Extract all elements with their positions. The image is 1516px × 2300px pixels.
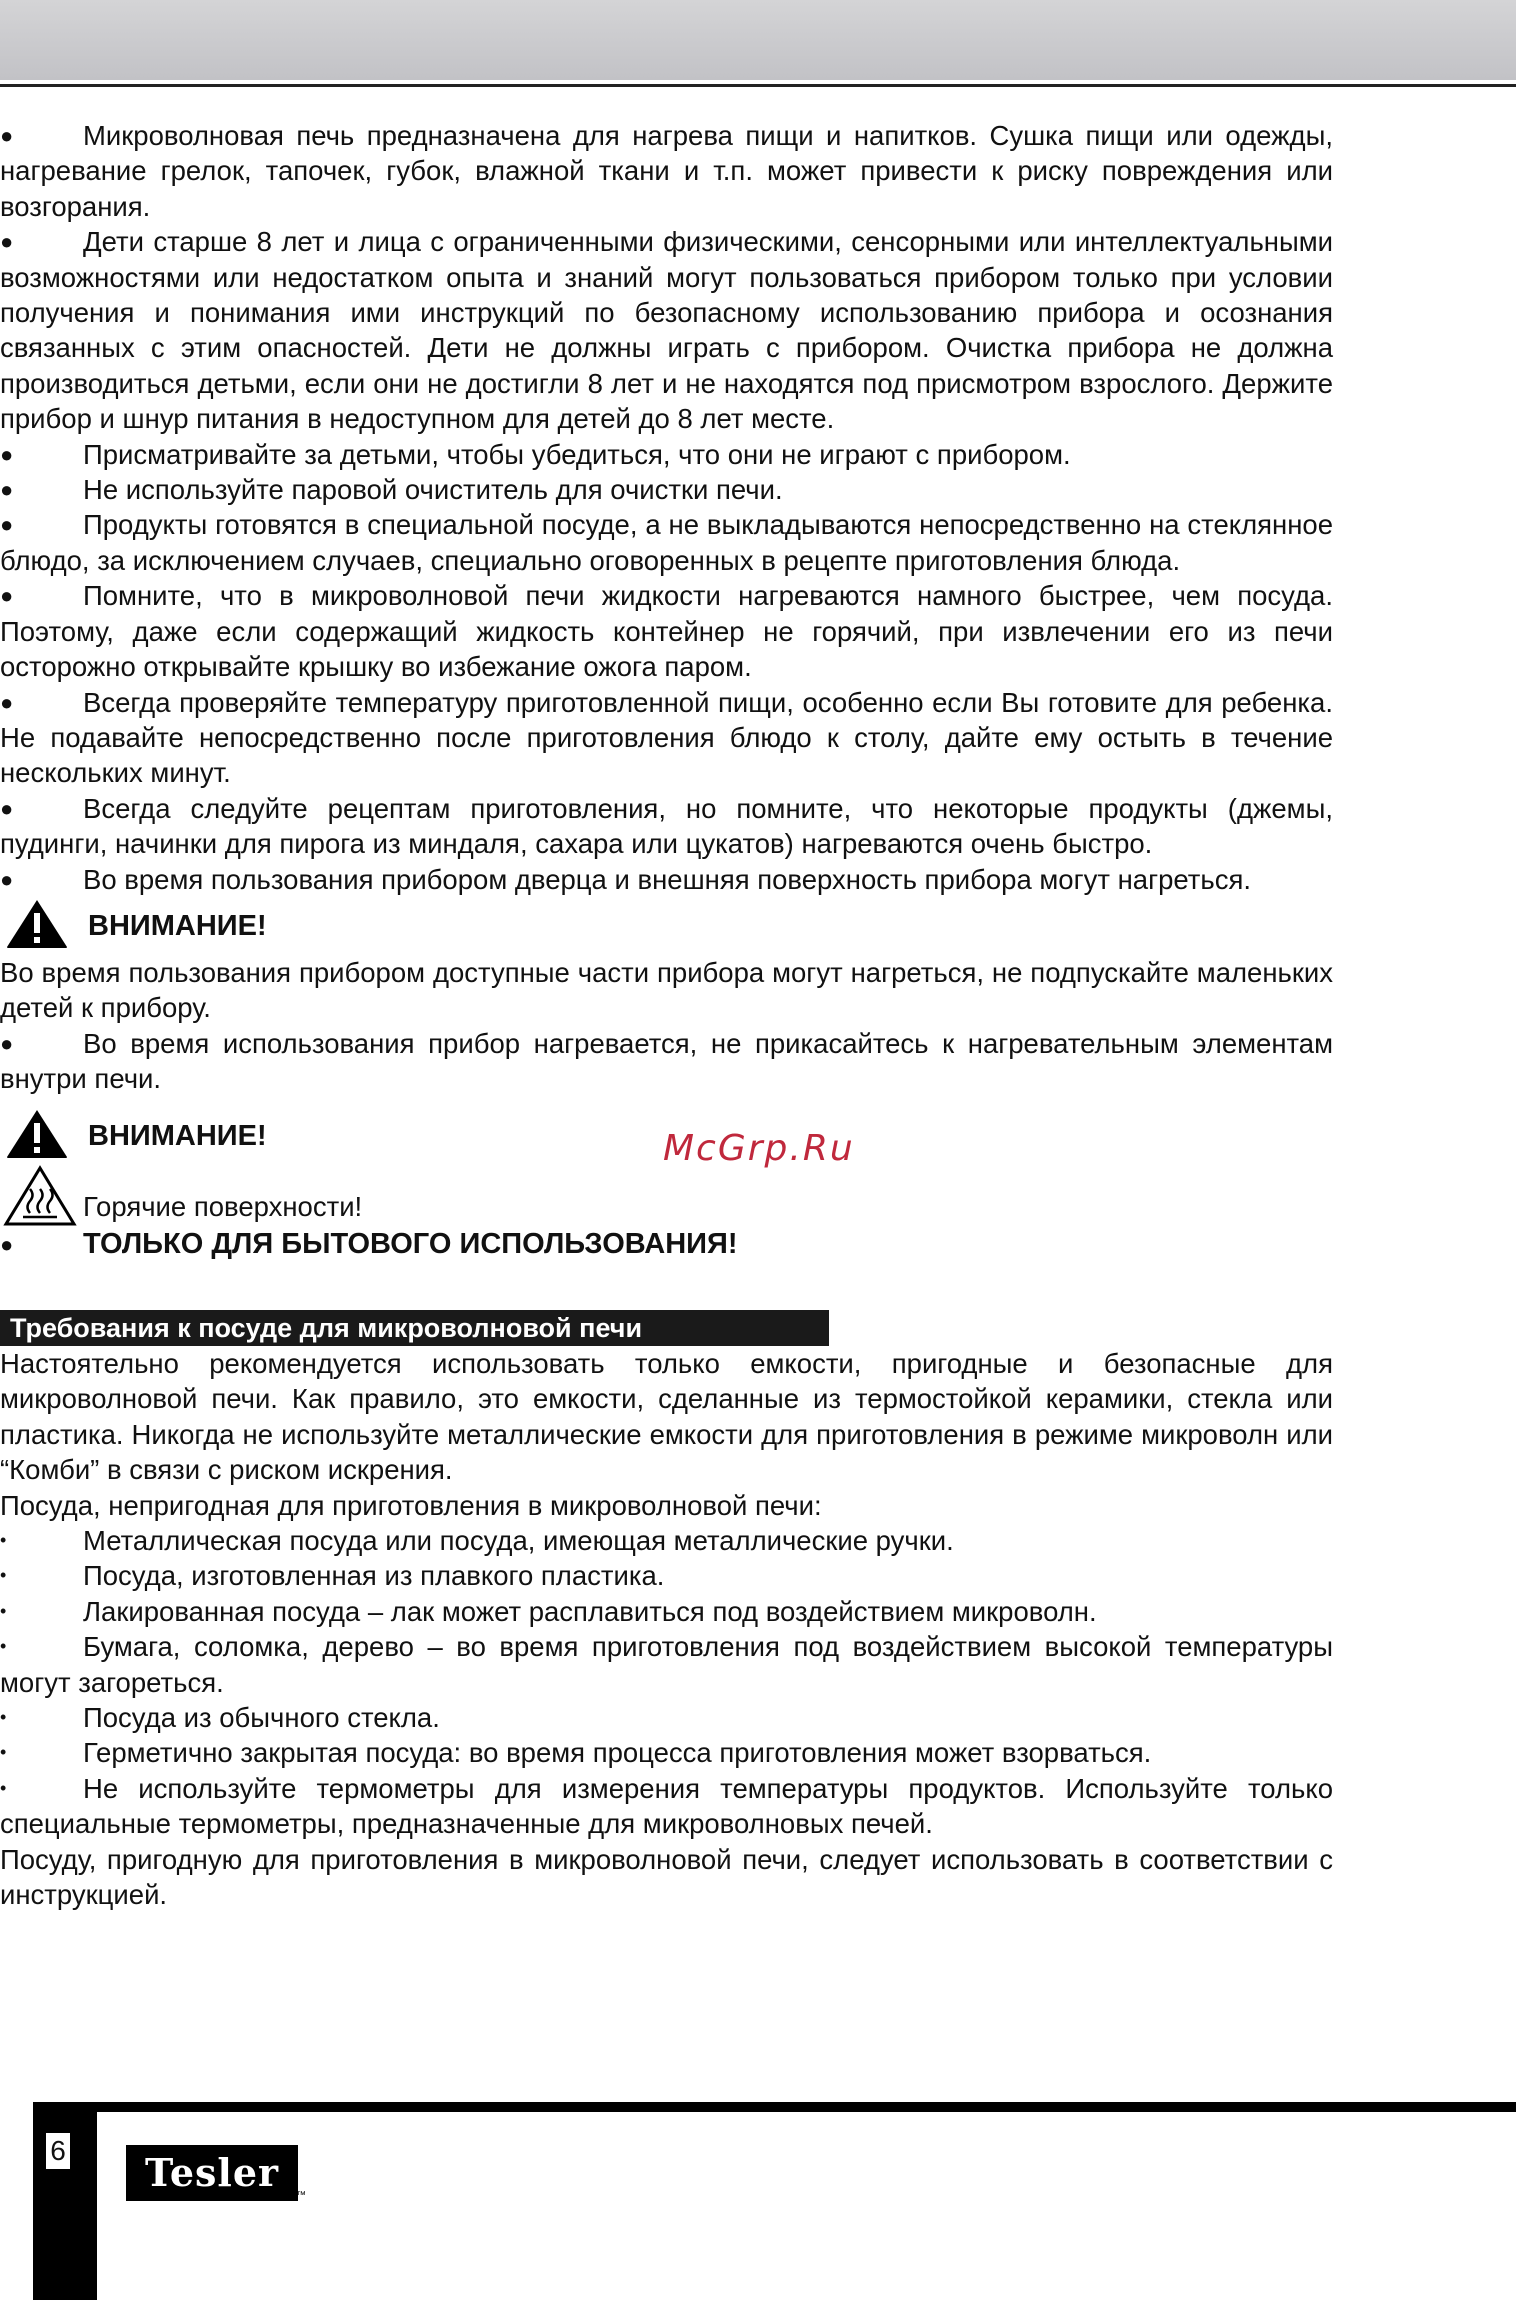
list-item-text: Микроволновая печь предназначена для нагрева пищи и напитков. Сушка пищи или одежды, нагревание грелок, тапочек, губок, влажной ткани и т.п. может привести к риску повреждения или возгорания. [0,120,1333,222]
bullet-dot: ● [0,689,14,715]
hot-surface-icon [3,1165,77,1227]
bullet-dot: ● [0,1030,14,1056]
list-item [0,1629,1333,1700]
header-rule [0,84,1516,87]
bullet-dot: ● [0,477,14,503]
page-content [0,118,1333,1912]
list-item [0,1594,1333,1629]
page-number: 6 [46,2133,70,2169]
bullet-text: Во время использования прибор нагревается, не прикасайтесь к нагревательным элементам внутри печи. [0,1027,1333,1095]
unsuitable-label: Посуда, непригодная для приготовления в микроволновой печи: [0,1489,822,1521]
list-item-text: Продукты готовятся в специальной посуде, а не выкладываются непосредственно на стеклянное блюдо, за исключением случаев, специально оговоренных в рецепте приготовления блюда. [0,509,1333,576]
header-band [0,0,1516,80]
list-item-text: Присматривайте за детьми, чтобы убедиться, что они не играют с прибором. [83,438,1071,470]
list-item-text: Не используйте паровой очиститель для очистки печи. [83,474,783,506]
section-heading: Требования к посуде для микроволновой печи [0,1310,829,1346]
list-item [0,1700,1333,1735]
bullet-dot: ● [0,795,14,821]
warning-title: ВНИМАНИЕ! [88,909,267,942]
list-item-text: Металлическая посуда или посуда, имеющая металлические ручки. [83,1525,954,1556]
list-item [0,1523,1333,1558]
bullet-dot: ● [0,123,14,148]
list-item-text: Посуда из обычного стекла. [83,1702,440,1734]
list-item [0,224,1333,436]
bullet-dot: ● [0,229,14,255]
hot-surface-row [0,1165,1333,1227]
list-item-text: Всегда проверяйте температуру приготовленной пищи, особенно если Вы готовите для ребенка. Не подавайте непосредственно после приготовления блюдо к столу, дайте ему остыть в течение нескольких минут. [0,686,1333,789]
bullet-dot: • [0,1565,7,1586]
safety-bullet-list [0,118,1333,897]
bullet-dot: • [0,1742,7,1763]
section-intro: Настоятельно рекомендуется использовать только емкости, пригодные и безопасные для микроволновой печи. Как правило, это емкости, сделанные из термостойкой керамики, стекла или пластика. Никогда не используйте металлические емкости для приготовления в режиме микроволн или “Комби” в связи с риском искрения. [0,1347,1333,1486]
list-item-text: Герметично закрытая посуда: во время процесса приготовления может взорваться. [83,1737,1152,1769]
bullet-dot: • [0,1636,7,1657]
list-item [0,472,1333,507]
bullet-dot: ● [0,583,14,609]
list-item [0,685,1333,791]
household-text: ТОЛЬКО ДЛЯ БЫТОВОГО ИСПОЛЬЗОВАНИЯ! [83,1227,738,1260]
list-item-text: Всегда следуйте рецептам приготовления, но помните, что некоторые продукты (джемы, пудинги, начинки для пирога из миндаля, сахара или цукатов) нагреваются очень быстро. [0,792,1333,860]
hot-surface-text: Горячие поверхности! [83,1190,363,1222]
list-item [0,507,1333,578]
list-item [0,578,1333,684]
list-item [0,791,1333,862]
bullet-dot: ● [0,512,14,538]
warning-bullet [0,1026,1333,1097]
bullet-dot: • [0,1600,7,1621]
warning-block-1 [0,897,1333,955]
list-item [0,1558,1333,1593]
bullet-dot: • [0,1777,7,1798]
warning-triangle-icon [6,899,68,949]
warning-text: Во время пользования прибором доступные части прибора могут нагреться, не подпускайте маленьких детей к прибору. [0,956,1333,1024]
list-item [0,1771,1333,1842]
list-item-text: Посуда, изготовленная из плавкого пластика. [83,1560,665,1592]
section-closing: Посуду, пригодную для приготовления в микроволновой печи, следует использовать в соответствии с инструкцией. [0,1843,1333,1911]
footer-column [33,2102,97,2300]
list-item-text: Бумага, соломка, дерево – во время приготовления под воздействием высокой температуры могут загореться. [0,1631,1333,1698]
warning-title: ВНИМАНИЕ! [88,1119,267,1152]
list-item [0,862,1333,897]
list-item-text: Во время пользования прибором дверца и внешняя поверхность прибора могут нагреться. [83,863,1251,895]
bullet-dot: ● [0,866,14,892]
bullet-dot: ● [0,441,14,467]
list-item-text: Дети старше 8 лет и лица с ограниченными физическими, сенсорными или интеллектуальными возможностями или недостатком опыта и знаний могут пользоваться прибором только при условии получения и понимания ими инструкций по безопасному использованию прибора и осознания связанных с этим опасностей. Дети не должны играть с прибором. Очистка прибора не должна производиться детьми, если они не достигли 8 лет и не находятся под присмотром взрослого. Держите прибор и шнур питания в недоступном для детей до 8 лет месте. [0,226,1333,435]
brand-trademark: ™ [296,2190,306,2201]
list-item [0,118,1333,224]
list-item [0,437,1333,472]
warning-triangle-icon [6,1109,68,1159]
list-item-text: Не используйте термометры для измерения температуры продуктов. Используйте только специальные термометры, предназначенные для микроволновых печей. [0,1772,1333,1840]
list-item-text: Лакированная посуда – лак может расплавиться под воздействием микроволн. [83,1595,1097,1627]
bullet-dot: ● [0,1231,14,1257]
bullet-dot: • [0,1707,7,1728]
unsuitable-list [0,1523,1333,1842]
household-only-bullet [0,1227,1333,1262]
watermark-text: McGrp.Ru [663,1128,855,1169]
list-item [0,1735,1333,1770]
footer-rule [33,2102,1516,2112]
brand-logo: Tesler [126,2145,298,2201]
bullet-dot: • [0,1530,7,1550]
list-item-text: Помните, что в микроволновой печи жидкости нагреваются намного быстрее, чем посуда. Поэтому, даже если содержащий жидкость контейнер не горячий, при извлечении его из печи осторожно открывайте крышку во избежание ожога паром. [0,580,1333,683]
